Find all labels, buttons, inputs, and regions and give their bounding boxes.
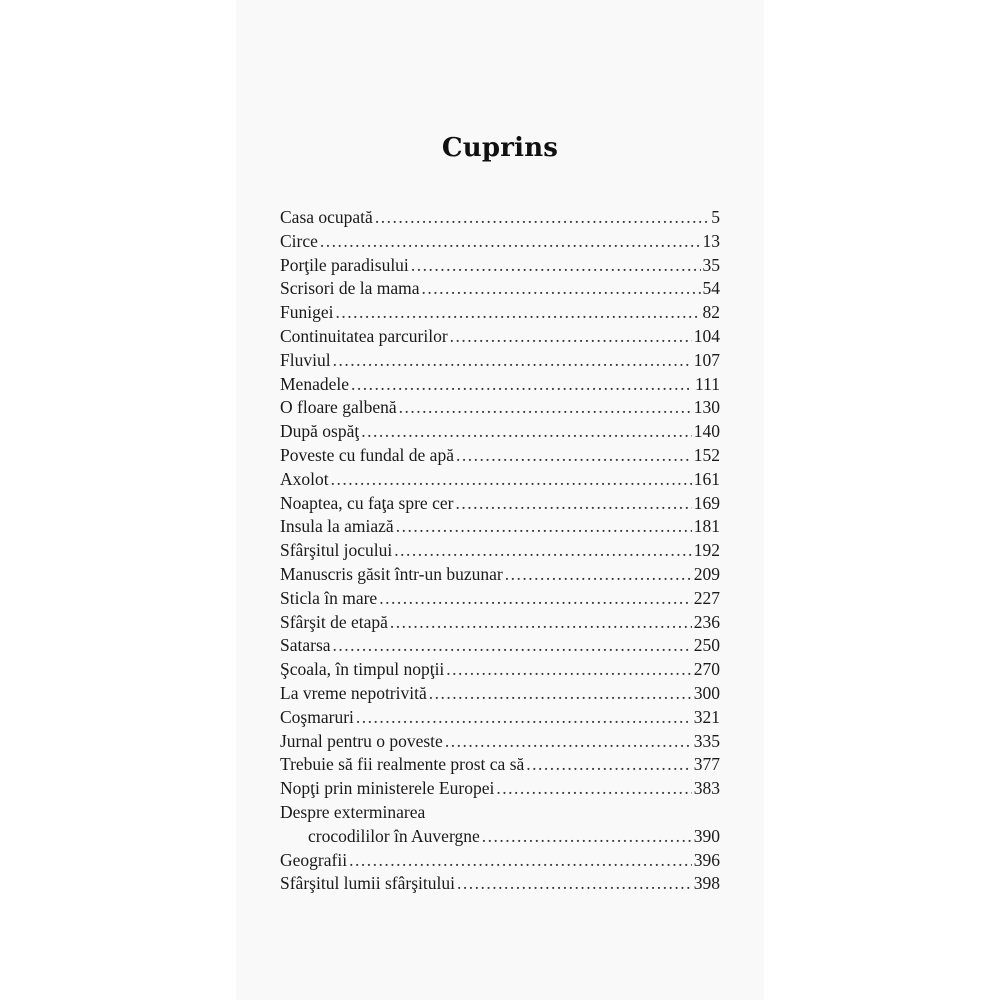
toc-entry [280,206,720,230]
toc-entry-page: 335 [693,730,720,751]
toc-entry-page: 377 [693,754,720,775]
toc-entry-title: Casa ocupată [280,207,373,227]
toc-entry-page: 270 [693,659,720,680]
toc-entry-title: Axolot [280,468,329,489]
toc-entry-page: 82 [702,302,720,323]
toc-entry-continuation [280,825,720,849]
toc-entry-title: Sfârşit de etapă [280,611,388,632]
toc-entry-title: Circe [280,230,318,251]
toc-entry-title: Nopţi prin ministerele Europei [280,778,495,799]
toc-entry-title: Trebuie să fii realmente prost ca să [280,754,525,775]
dot-leader [455,492,691,516]
toc-entry [280,849,720,873]
toc-entry-title: După ospăţ [280,421,360,442]
toc-entry [280,539,720,563]
dot-leader [390,611,692,635]
toc-entry-page: 152 [693,444,720,465]
toc-entry-title: Fluviul [280,349,331,370]
dot-leader [333,634,692,658]
dot-leader [505,563,692,587]
toc-entry [280,515,720,539]
toc-entry [280,254,720,278]
dot-leader [445,730,692,754]
toc-entry [280,872,720,896]
toc-entry-title: Jurnal pentru o poveste [280,730,443,751]
toc-entry-title: Satarsa [280,635,331,656]
toc-entry [280,373,720,397]
toc-entry-page: 111 [695,373,720,394]
toc-entry [280,753,720,777]
dot-leader [456,444,692,468]
toc-entry [280,777,720,801]
toc-entry-page: 398 [693,873,720,894]
dot-leader [450,325,692,349]
dot-leader [335,301,700,325]
toc-entry-page: 140 [693,421,720,442]
toc-entry-page: 300 [693,682,720,703]
toc-entry [280,301,720,325]
toc-entry-page: 107 [693,349,720,370]
toc-entry-page: 383 [693,778,720,799]
toc-entry-page: 396 [693,849,720,870]
toc-entry-title: Funigei [280,302,334,323]
toc-entry-title: Sfârşitul jocului [280,540,393,561]
toc-entry-page: 390 [693,825,720,846]
toc-entry [280,682,720,706]
toc-entry [280,396,720,420]
toc-entry-title: Poveste cu fundal de apă [280,444,454,465]
dot-leader [349,849,692,873]
dot-leader [446,658,691,682]
dot-leader [379,587,692,611]
toc-entry-multiline [280,801,720,849]
toc-entry-title: Sfârşitul lumii sfârşitului [280,873,455,894]
dot-leader [351,373,693,397]
toc-entry [280,468,720,492]
toc-entry-page: 321 [693,706,720,727]
toc-entry-page: 54 [702,278,720,299]
toc-entry-page: 227 [693,587,720,608]
toc-entry-title: Coşmaruri [280,706,354,727]
toc-entry-title: Manuscris găsit într-un buzunar [280,563,503,584]
toc-entry-title-line2: crocodililor în Auvergne [308,825,480,846]
toc-entry-page: 250 [693,635,720,656]
toc-entry [280,349,720,373]
toc-entry [280,444,720,468]
dot-leader [496,777,691,801]
toc-entry-title: Continuitatea parcurilor [280,325,448,346]
toc-entry-page: 161 [693,468,720,489]
toc-entry-title: Menadele [280,373,349,394]
toc-entry-page: 236 [693,611,720,632]
toc-entry [280,611,720,635]
dot-leader [375,206,709,230]
dot-leader [320,230,701,254]
toc-entry-page: 181 [693,516,720,537]
page-title: Cuprins [441,133,559,163]
toc-entry-page: 104 [693,325,720,346]
dot-leader [526,753,691,777]
toc-entry [280,563,720,587]
toc-entry [280,277,720,301]
toc-entry [280,706,720,730]
toc-entry-page: 5 [711,207,720,227]
toc-entry-page: 35 [702,254,720,275]
toc-entry-page: 192 [693,540,720,561]
toc-entry-title: Şcoala, în timpul nopţii [280,659,445,680]
dot-leader [396,515,692,539]
dot-leader [399,396,692,420]
dot-leader [331,468,692,492]
toc-entry-title: Despre exterminarea [280,801,426,822]
toc-entry-page: 13 [702,230,720,251]
toc-entry-page: 169 [693,492,720,513]
toc-entry-title: Scrisori de la mama [280,278,420,299]
toc-entry [280,325,720,349]
dot-leader [361,420,692,444]
toc-entry [280,634,720,658]
table-of-contents [280,206,720,896]
toc-entry [280,420,720,444]
toc-entry-title: O floare galbenă [280,397,397,418]
toc-entry [280,658,720,682]
toc-entry [280,230,720,254]
dot-leader [457,872,692,896]
dot-leader [429,682,692,706]
toc-entry-title: La vreme nepotrivită [280,682,427,703]
toc-entry-title: Geografii [280,849,348,870]
toc-entry [280,492,720,516]
toc-entry [280,587,720,611]
dot-leader [333,349,692,373]
dot-leader [411,254,701,278]
dot-leader [421,277,700,301]
toc-entry-title: Porţile paradisului [280,254,409,275]
toc-entry-title: Insula la amiază [280,516,394,537]
dot-leader [356,706,692,730]
toc-entry-title: Noaptea, cu faţa spre cer [280,492,454,513]
dot-leader [482,825,692,849]
toc-entry [280,730,720,754]
dot-leader [394,539,691,563]
toc-entry-page: 130 [693,397,720,418]
toc-entry-page: 209 [693,563,720,584]
toc-entry-title: Sticla în mare [280,587,378,608]
